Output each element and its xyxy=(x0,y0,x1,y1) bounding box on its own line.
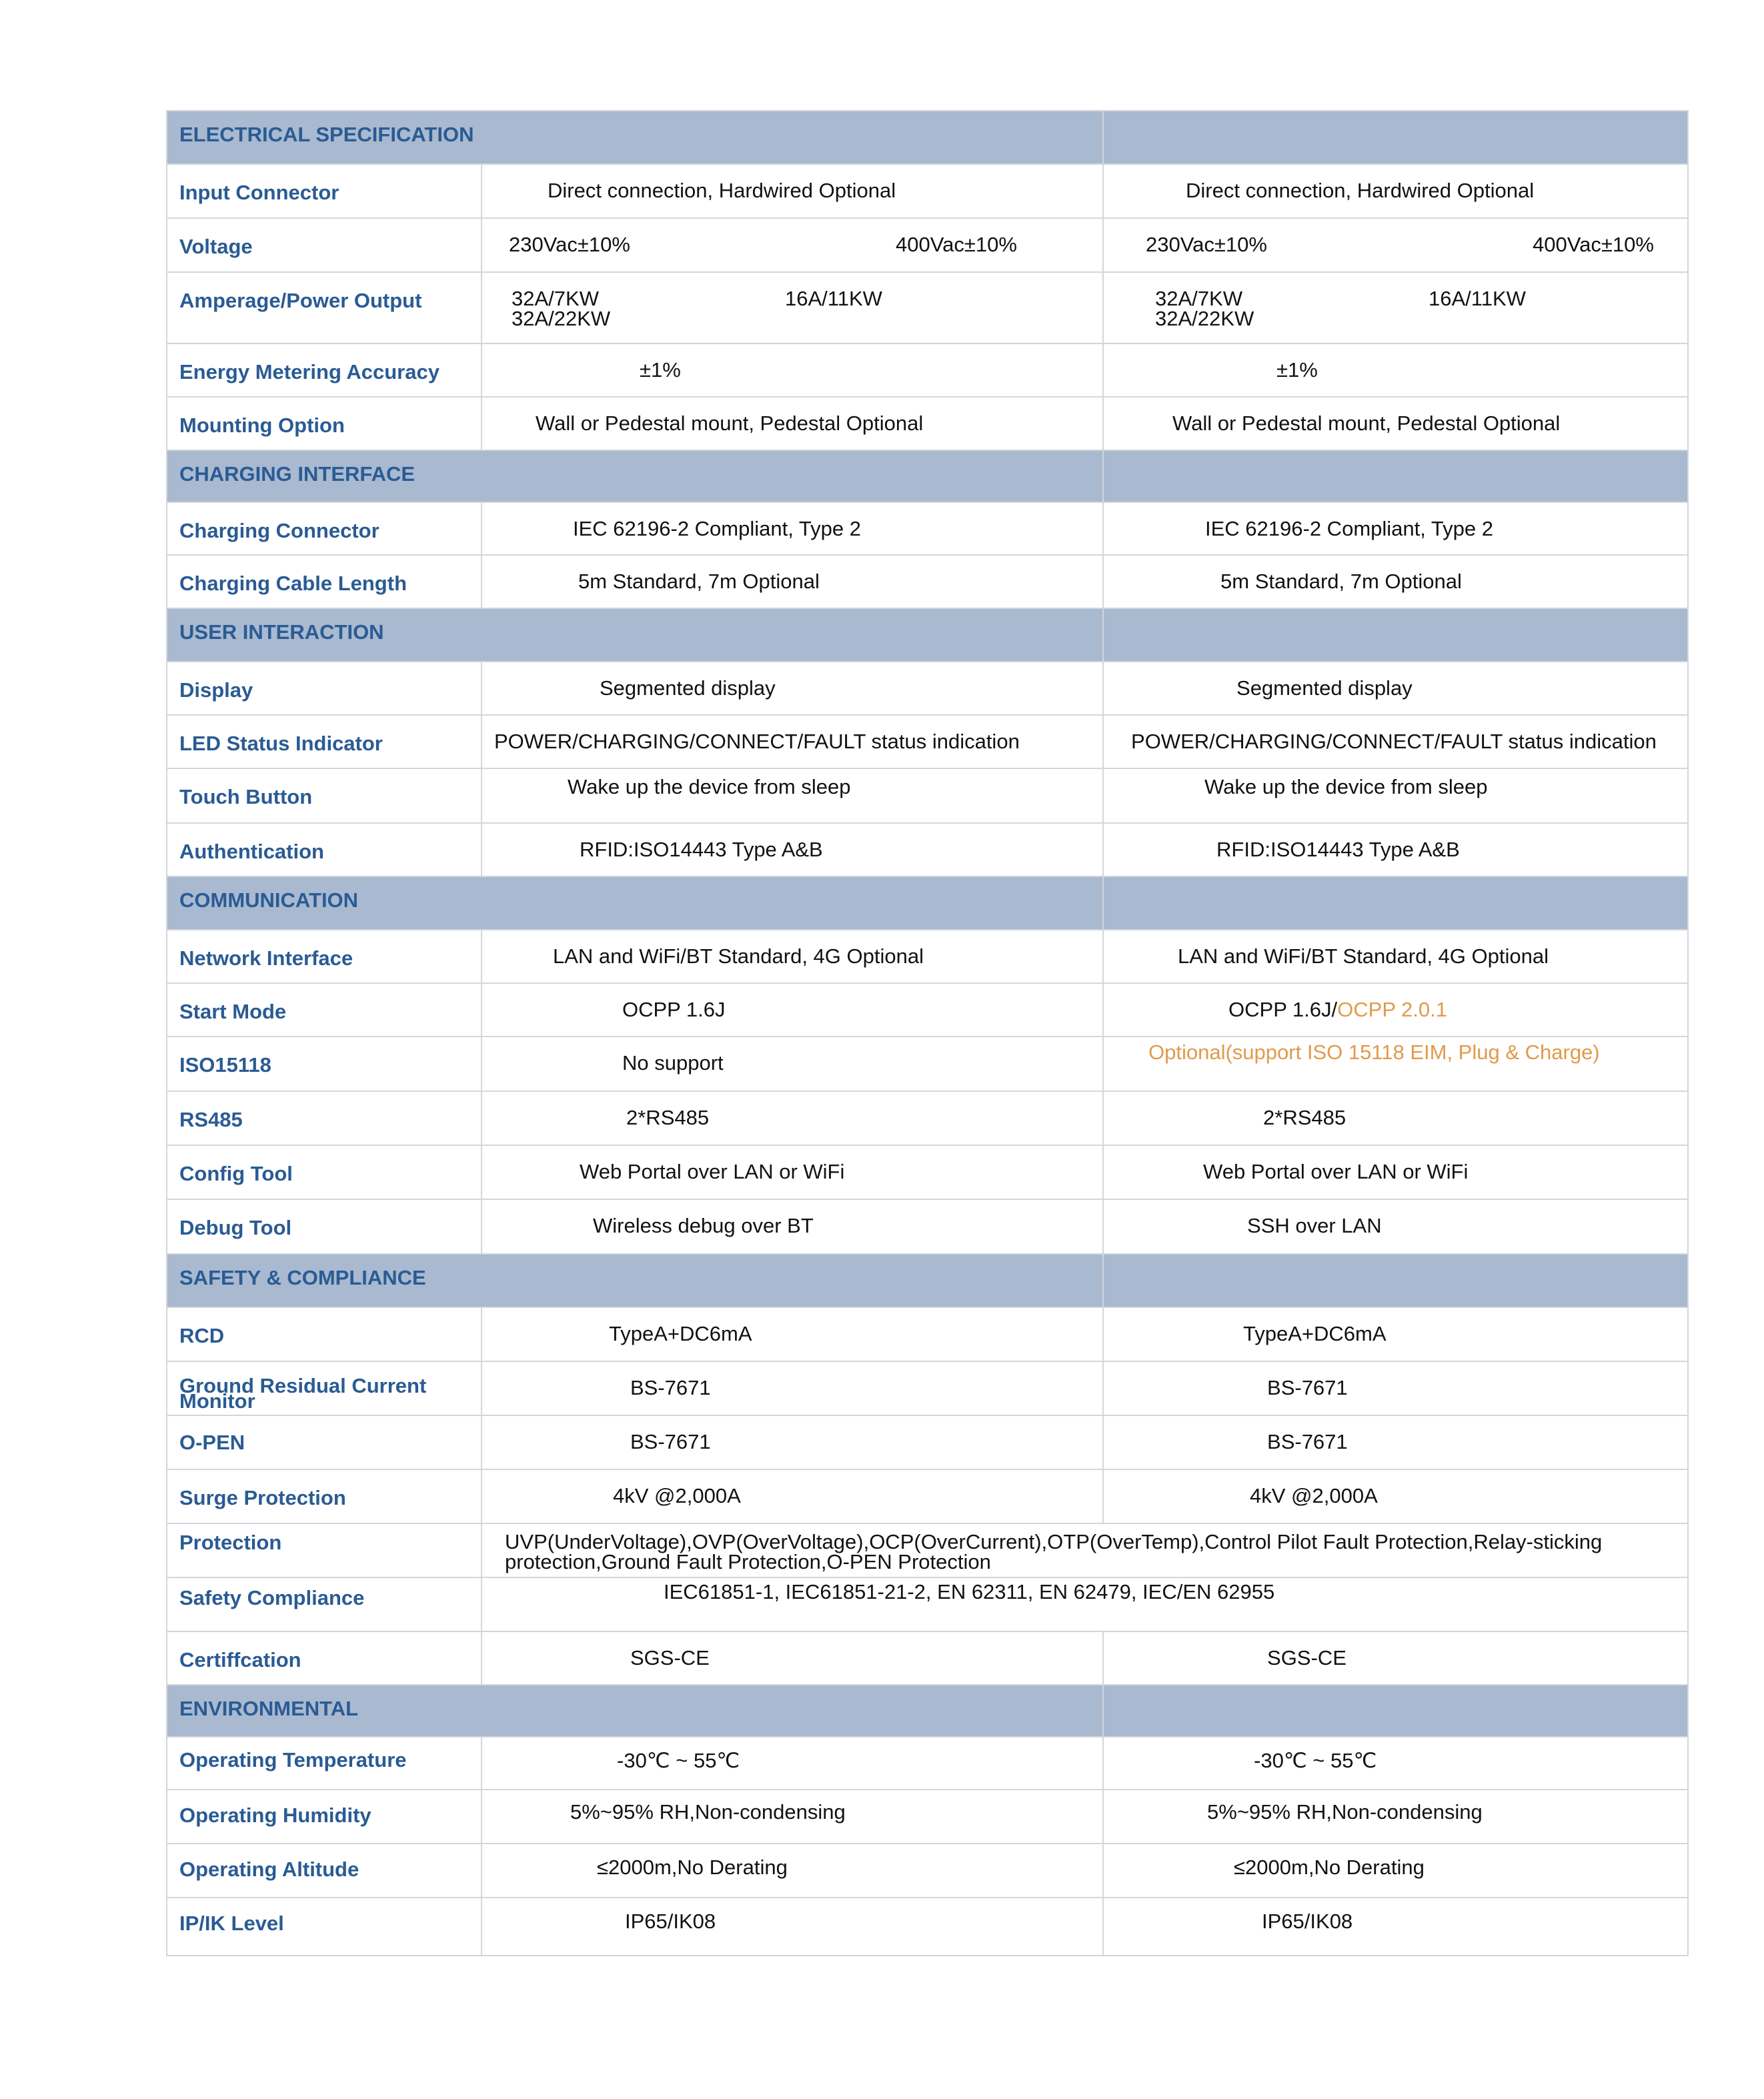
spec-row-display xyxy=(167,662,1688,715)
value-model-b: 400Vac±10% xyxy=(1533,233,1654,256)
value-model-a: LAN and WiFi/BT Standard, 4G Optional xyxy=(553,944,924,968)
spec-row-amperage xyxy=(167,272,1688,343)
section-charging xyxy=(167,450,1688,502)
row-label: Amperage/Power Output xyxy=(167,272,482,343)
value-model-a: SGS-CE xyxy=(630,1646,710,1669)
row-label: Debug Tool xyxy=(167,1199,482,1254)
value-model-b: TypeA+DC6mA xyxy=(1243,1322,1387,1345)
spec-row-voltage xyxy=(167,218,1688,272)
spec-row-operating-temperature xyxy=(167,1737,1688,1790)
value-model-a: Wireless debug over BT xyxy=(593,1214,814,1237)
row-label: Charging Cable Length xyxy=(167,555,482,608)
value-model-b: IP65/IK08 xyxy=(1262,1910,1353,1933)
value-model-a: RFID:ISO14443 Type A&B xyxy=(580,838,823,861)
value-model-b: LAN and WiFi/BT Standard, 4G Optional xyxy=(1178,944,1549,968)
row-label: Safety Compliance xyxy=(167,1577,482,1631)
value-model-b: Web Portal over LAN or WiFi xyxy=(1203,1160,1469,1183)
value-safety-compliance: IEC61851-1, IEC61851-21-2, EN 62311, EN 62479, IEC/EN 62955 xyxy=(664,1580,1275,1603)
value-model-a: 5m Standard, 7m Optional xyxy=(578,570,820,593)
value-model-a: ≤2000m,No Derating xyxy=(597,1856,788,1879)
row-label: IP/IK Level xyxy=(167,1898,482,1956)
spec-row-surge-protection xyxy=(167,1469,1688,1523)
spec-row-rs485 xyxy=(167,1091,1688,1145)
row-label: Display xyxy=(167,662,482,715)
value-model-b: BS-7671 xyxy=(1267,1430,1348,1453)
spec-row-energy-metering xyxy=(167,343,1688,397)
section-electrical xyxy=(167,111,1688,164)
value-model-a: Wake up the device from sleep xyxy=(568,775,851,798)
value-model-b: 4kV @2,000A xyxy=(1250,1484,1378,1507)
spec-row-mounting xyxy=(167,397,1688,450)
row-label: RCD xyxy=(167,1307,482,1361)
spec-row-cable-length xyxy=(167,555,1688,608)
row-label: LED Status Indicator xyxy=(167,715,482,768)
spec-row-rcd xyxy=(167,1307,1688,1361)
spec-table xyxy=(166,110,1689,1956)
value-model-b: RFID:ISO14443 Type A&B xyxy=(1216,838,1460,861)
value-model-a: Web Portal over LAN or WiFi xyxy=(580,1160,845,1183)
row-label: Certiffcation xyxy=(167,1631,482,1685)
value-model-a: 5%~95% RH,Non-condensing xyxy=(570,1800,846,1824)
value-model-a: ±1% xyxy=(640,358,681,382)
spec-row-operating-humidity xyxy=(167,1790,1688,1844)
section-title: ENVIRONMENTAL xyxy=(167,1685,1103,1737)
row-label: Operating Humidity xyxy=(167,1790,482,1844)
value-model-a: Segmented display xyxy=(600,676,776,700)
spec-row-start-mode xyxy=(167,983,1688,1036)
value-model-a: -30℃ ~ 55℃ xyxy=(617,1749,740,1772)
value-model-a: POWER/CHARGING/CONNECT/FAULT status indication xyxy=(494,730,1020,753)
section-title: SAFETY & COMPLIANCE xyxy=(167,1254,1103,1307)
value-model-a: IEC 62196-2 Compliant, Type 2 xyxy=(573,517,861,540)
value-model-b: 230Vac±10% xyxy=(1146,233,1267,256)
value-model-b: 5%~95% RH,Non-condensing xyxy=(1207,1800,1483,1824)
section-user-interaction xyxy=(167,608,1688,662)
row-label: Voltage xyxy=(167,218,482,272)
spec-row-network-interface xyxy=(167,930,1688,983)
value-model-a: 4kV @2,000A xyxy=(613,1484,741,1507)
value-model-a: IP65/IK08 xyxy=(625,1910,716,1933)
value-model-b: BS-7671 xyxy=(1267,1376,1348,1399)
row-label: ISO15118 xyxy=(167,1036,482,1091)
row-label: Input Connector xyxy=(167,164,482,218)
spec-row-led-status xyxy=(167,715,1688,768)
value-model-a: 32A/22KW xyxy=(512,307,611,330)
spec-row-touch-button xyxy=(167,768,1688,823)
value-model-a: 400Vac±10% xyxy=(896,233,1017,256)
spec-row-input-connector xyxy=(167,164,1688,218)
value-model-b: Wall or Pedestal mount, Pedestal Optional xyxy=(1172,412,1561,435)
row-label: RS485 xyxy=(167,1091,482,1145)
section-safety xyxy=(167,1254,1688,1307)
section-environmental xyxy=(167,1685,1688,1737)
row-label: Charging Connector xyxy=(167,502,482,555)
spec-row-operating-altitude xyxy=(167,1844,1688,1898)
value-model-a: BS-7671 xyxy=(630,1376,711,1399)
value-model-a: 16A/11KW xyxy=(785,287,882,310)
section-title: COMMUNICATION xyxy=(167,876,1103,930)
section-communication xyxy=(167,876,1688,930)
spec-row-authentication xyxy=(167,823,1688,876)
row-label: Authentication xyxy=(167,823,482,876)
section-title: CHARGING INTERFACE xyxy=(167,450,1103,502)
row-label: Surge Protection xyxy=(167,1469,482,1523)
value-model-b: 5m Standard, 7m Optional xyxy=(1220,570,1462,593)
spec-row-config-tool xyxy=(167,1145,1688,1199)
spec-row-o-pen xyxy=(167,1415,1688,1469)
value-protection: UVP(UnderVoltage),OVP(OverVoltage),OCP(OverCurrent),OTP(OverTemp),Control Pilot Fault Protection,Relay-sticking protection,Ground Fault Protection,O-PEN Protection xyxy=(505,1530,1603,1573)
row-label: Operating Temperature xyxy=(167,1737,482,1790)
value-model-b: 32A/22KW xyxy=(1155,307,1254,330)
row-label: O-PEN xyxy=(167,1415,482,1469)
value-model-b: POWER/CHARGING/CONNECT/FAULT status indication xyxy=(1131,730,1657,753)
value-model-a: 230Vac±10% xyxy=(509,233,630,256)
row-label: Operating Altitude xyxy=(167,1844,482,1898)
spec-row-safety-compliance xyxy=(167,1577,1688,1631)
section-title: ELECTRICAL SPECIFICATION xyxy=(167,111,1103,164)
value-model-b: Optional(support ISO 15118 EIM, Plug & Charge) xyxy=(1148,1040,1600,1064)
spec-row-debug-tool xyxy=(167,1199,1688,1254)
value-model-b: SSH over LAN xyxy=(1247,1214,1382,1237)
row-label: Touch Button xyxy=(167,768,482,823)
value-model-a: 32A/7KW xyxy=(512,287,599,310)
value-model-a: Wall or Pedestal mount, Pedestal Optional xyxy=(536,412,924,435)
value-model-a: OCPP 1.6J xyxy=(622,998,726,1021)
row-label: Protection xyxy=(167,1523,482,1577)
row-label: Ground Residual Current Monitor xyxy=(167,1361,482,1415)
value-model-b: Segmented display xyxy=(1236,676,1413,700)
spec-row-ip-ik xyxy=(167,1898,1688,1956)
value-model-b: 16A/11KW xyxy=(1429,287,1526,310)
value-model-b: Direct connection, Hardwired Optional xyxy=(1186,179,1535,202)
row-label: Start Mode xyxy=(167,983,482,1036)
highlight-text: OCPP 2.0.1 xyxy=(1337,998,1447,1021)
spec-row-protection xyxy=(167,1523,1688,1577)
value-model-b: -30℃ ~ 55℃ xyxy=(1254,1749,1377,1772)
spec-row-ground-residual xyxy=(167,1361,1688,1415)
value-model-b: SGS-CE xyxy=(1267,1646,1347,1669)
value-model-b: 32A/7KW xyxy=(1155,287,1242,310)
spec-row-iso15118 xyxy=(167,1036,1688,1091)
value-model-a: BS-7671 xyxy=(630,1430,711,1453)
spec-row-certification xyxy=(167,1631,1688,1685)
value-model-a: No support xyxy=(622,1051,724,1075)
value-model-b: 2*RS485 xyxy=(1263,1106,1347,1129)
value-model-b: IEC 62196-2 Compliant, Type 2 xyxy=(1205,517,1493,540)
value-model-b: ±1% xyxy=(1276,358,1318,382)
row-label: Mounting Option xyxy=(167,397,482,450)
value-model-a: 2*RS485 xyxy=(626,1106,710,1129)
section-title: USER INTERACTION xyxy=(167,608,1103,662)
spec-row-charging-connector xyxy=(167,502,1688,555)
value-model-a: Direct connection, Hardwired Optional xyxy=(548,179,896,202)
value-model-b: Wake up the device from sleep xyxy=(1204,775,1488,798)
value-model-a: TypeA+DC6mA xyxy=(609,1322,752,1345)
row-label: Energy Metering Accuracy xyxy=(167,343,482,397)
row-label: Config Tool xyxy=(167,1145,482,1199)
row-label: Network Interface xyxy=(167,930,482,983)
value-model-b: OCPP 1.6J/OCPP 2.0.1 xyxy=(1228,998,1447,1021)
value-model-b: ≤2000m,No Derating xyxy=(1234,1856,1425,1879)
